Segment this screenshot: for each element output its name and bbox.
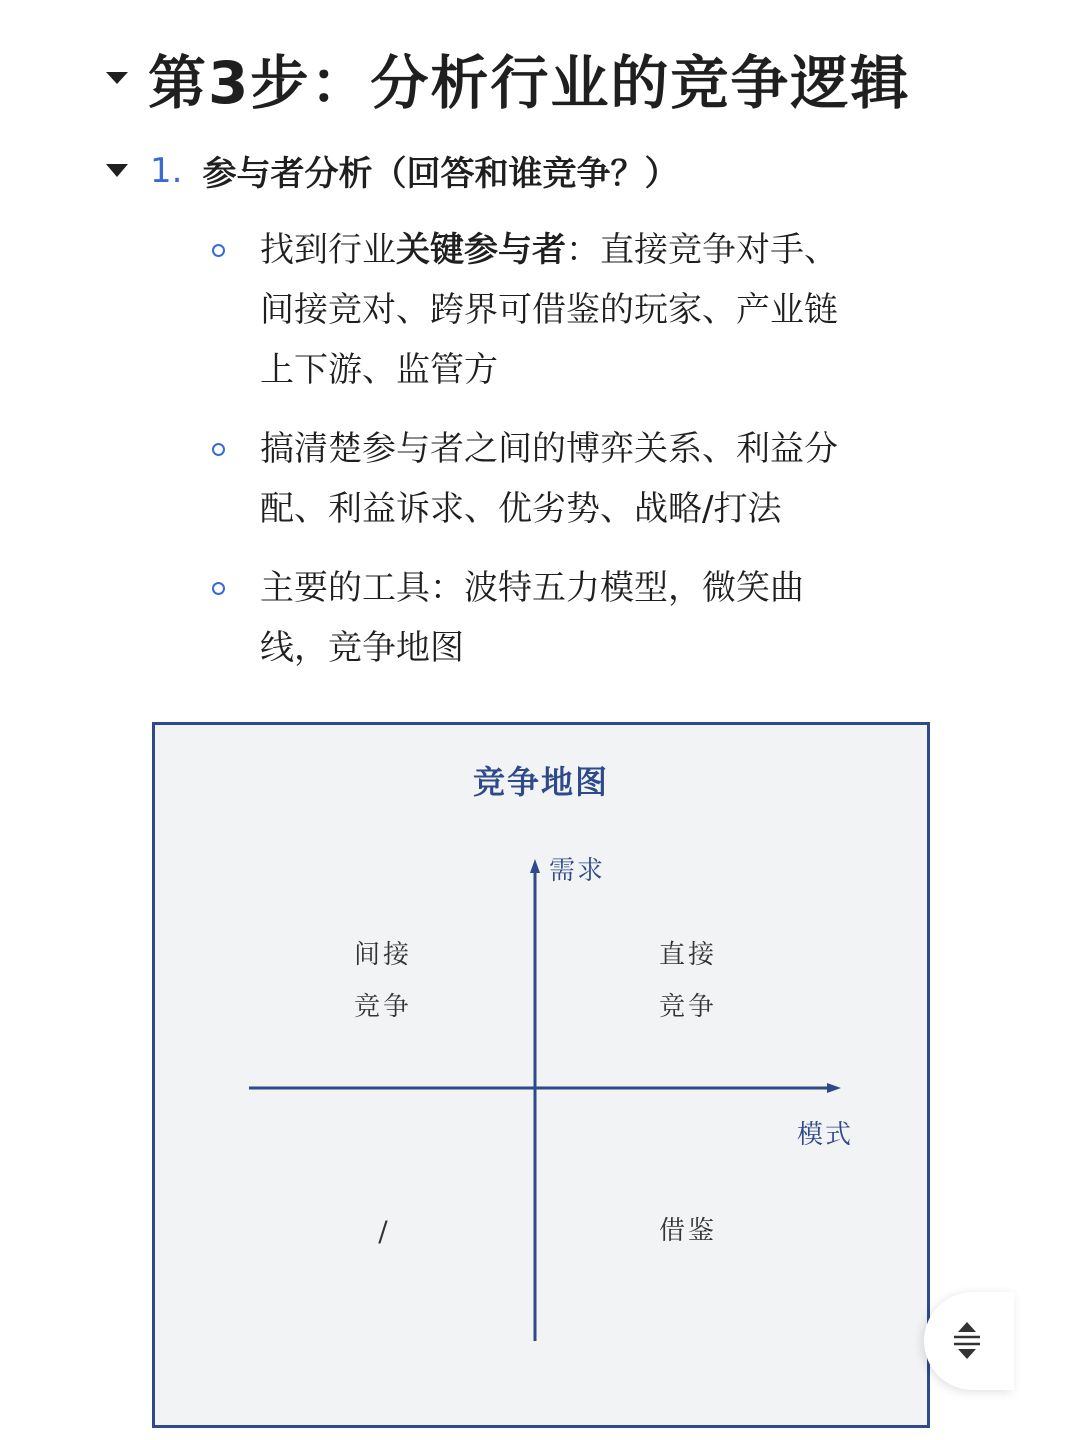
section-title: 参与者分析（回答和谁竞争？）	[202, 154, 679, 194]
page-title: 第3步：分析行业的竞争逻辑	[148, 49, 911, 117]
x-axis-arrow-icon	[827, 1083, 841, 1093]
y-axis-arrow-icon	[530, 859, 540, 873]
bullet-text: ：直接竞争对手、	[566, 230, 838, 270]
bullet-text: 搞清楚参与者之间的博弈关系、利益分	[260, 429, 838, 469]
bullet-line	[260, 558, 908, 618]
bullet-text-bold: 关键参与者	[396, 230, 566, 270]
bullet-line	[260, 419, 908, 479]
bullet-text: 上下游、监管方	[260, 350, 498, 390]
collapse-expand-icon	[952, 1322, 982, 1360]
bullet-line	[260, 479, 908, 539]
bullet-text: 线，竞争地图	[260, 628, 464, 668]
bullet-item	[208, 220, 908, 400]
quadrant-top-right-line-2: 竞争	[658, 992, 718, 1022]
competition-map-figure	[152, 722, 930, 1428]
bullet-line	[260, 618, 908, 678]
bullet-line	[260, 340, 908, 400]
section-number: 1.	[150, 150, 183, 191]
x-axis-label: 模式	[797, 1120, 854, 1150]
bullet-item	[208, 558, 908, 678]
section-heading-row	[106, 146, 678, 195]
bullet-circle-icon	[212, 443, 225, 456]
bullet-text: 主要的工具：波特五力模型，微笑曲	[260, 568, 804, 608]
heading-row	[106, 36, 910, 120]
bullet-circle-icon	[212, 582, 225, 595]
section-collapse-caret-icon[interactable]	[106, 164, 128, 177]
bullet-line	[260, 220, 908, 280]
bullet-list	[208, 220, 908, 697]
y-axis-label: 需求	[549, 856, 606, 886]
quadrant-bottom-left: /	[378, 1215, 388, 1248]
quadrant-top-left-line-1: 间接	[353, 940, 413, 970]
competition-map-svg	[155, 725, 927, 1425]
bullet-text: 找到行业	[260, 230, 396, 270]
figure-title: 竞争地图	[472, 763, 610, 801]
collapse-caret-icon[interactable]	[106, 72, 128, 84]
quadrant-top-right-line-1: 直接	[658, 940, 718, 970]
bullet-text: 配、利益诉求、优劣势、战略/打法	[260, 489, 782, 529]
bullet-text: 间接竞对、跨界可借鉴的玩家、产业链	[260, 290, 838, 330]
bullet-circle-icon	[212, 244, 225, 257]
bullet-line	[260, 280, 908, 340]
quadrant-bottom-right: 借鉴	[658, 1216, 718, 1246]
bullet-item	[208, 419, 908, 539]
quadrant-top-left-line-2: 竞争	[353, 992, 413, 1022]
collapse-expand-button[interactable]	[924, 1292, 1014, 1390]
